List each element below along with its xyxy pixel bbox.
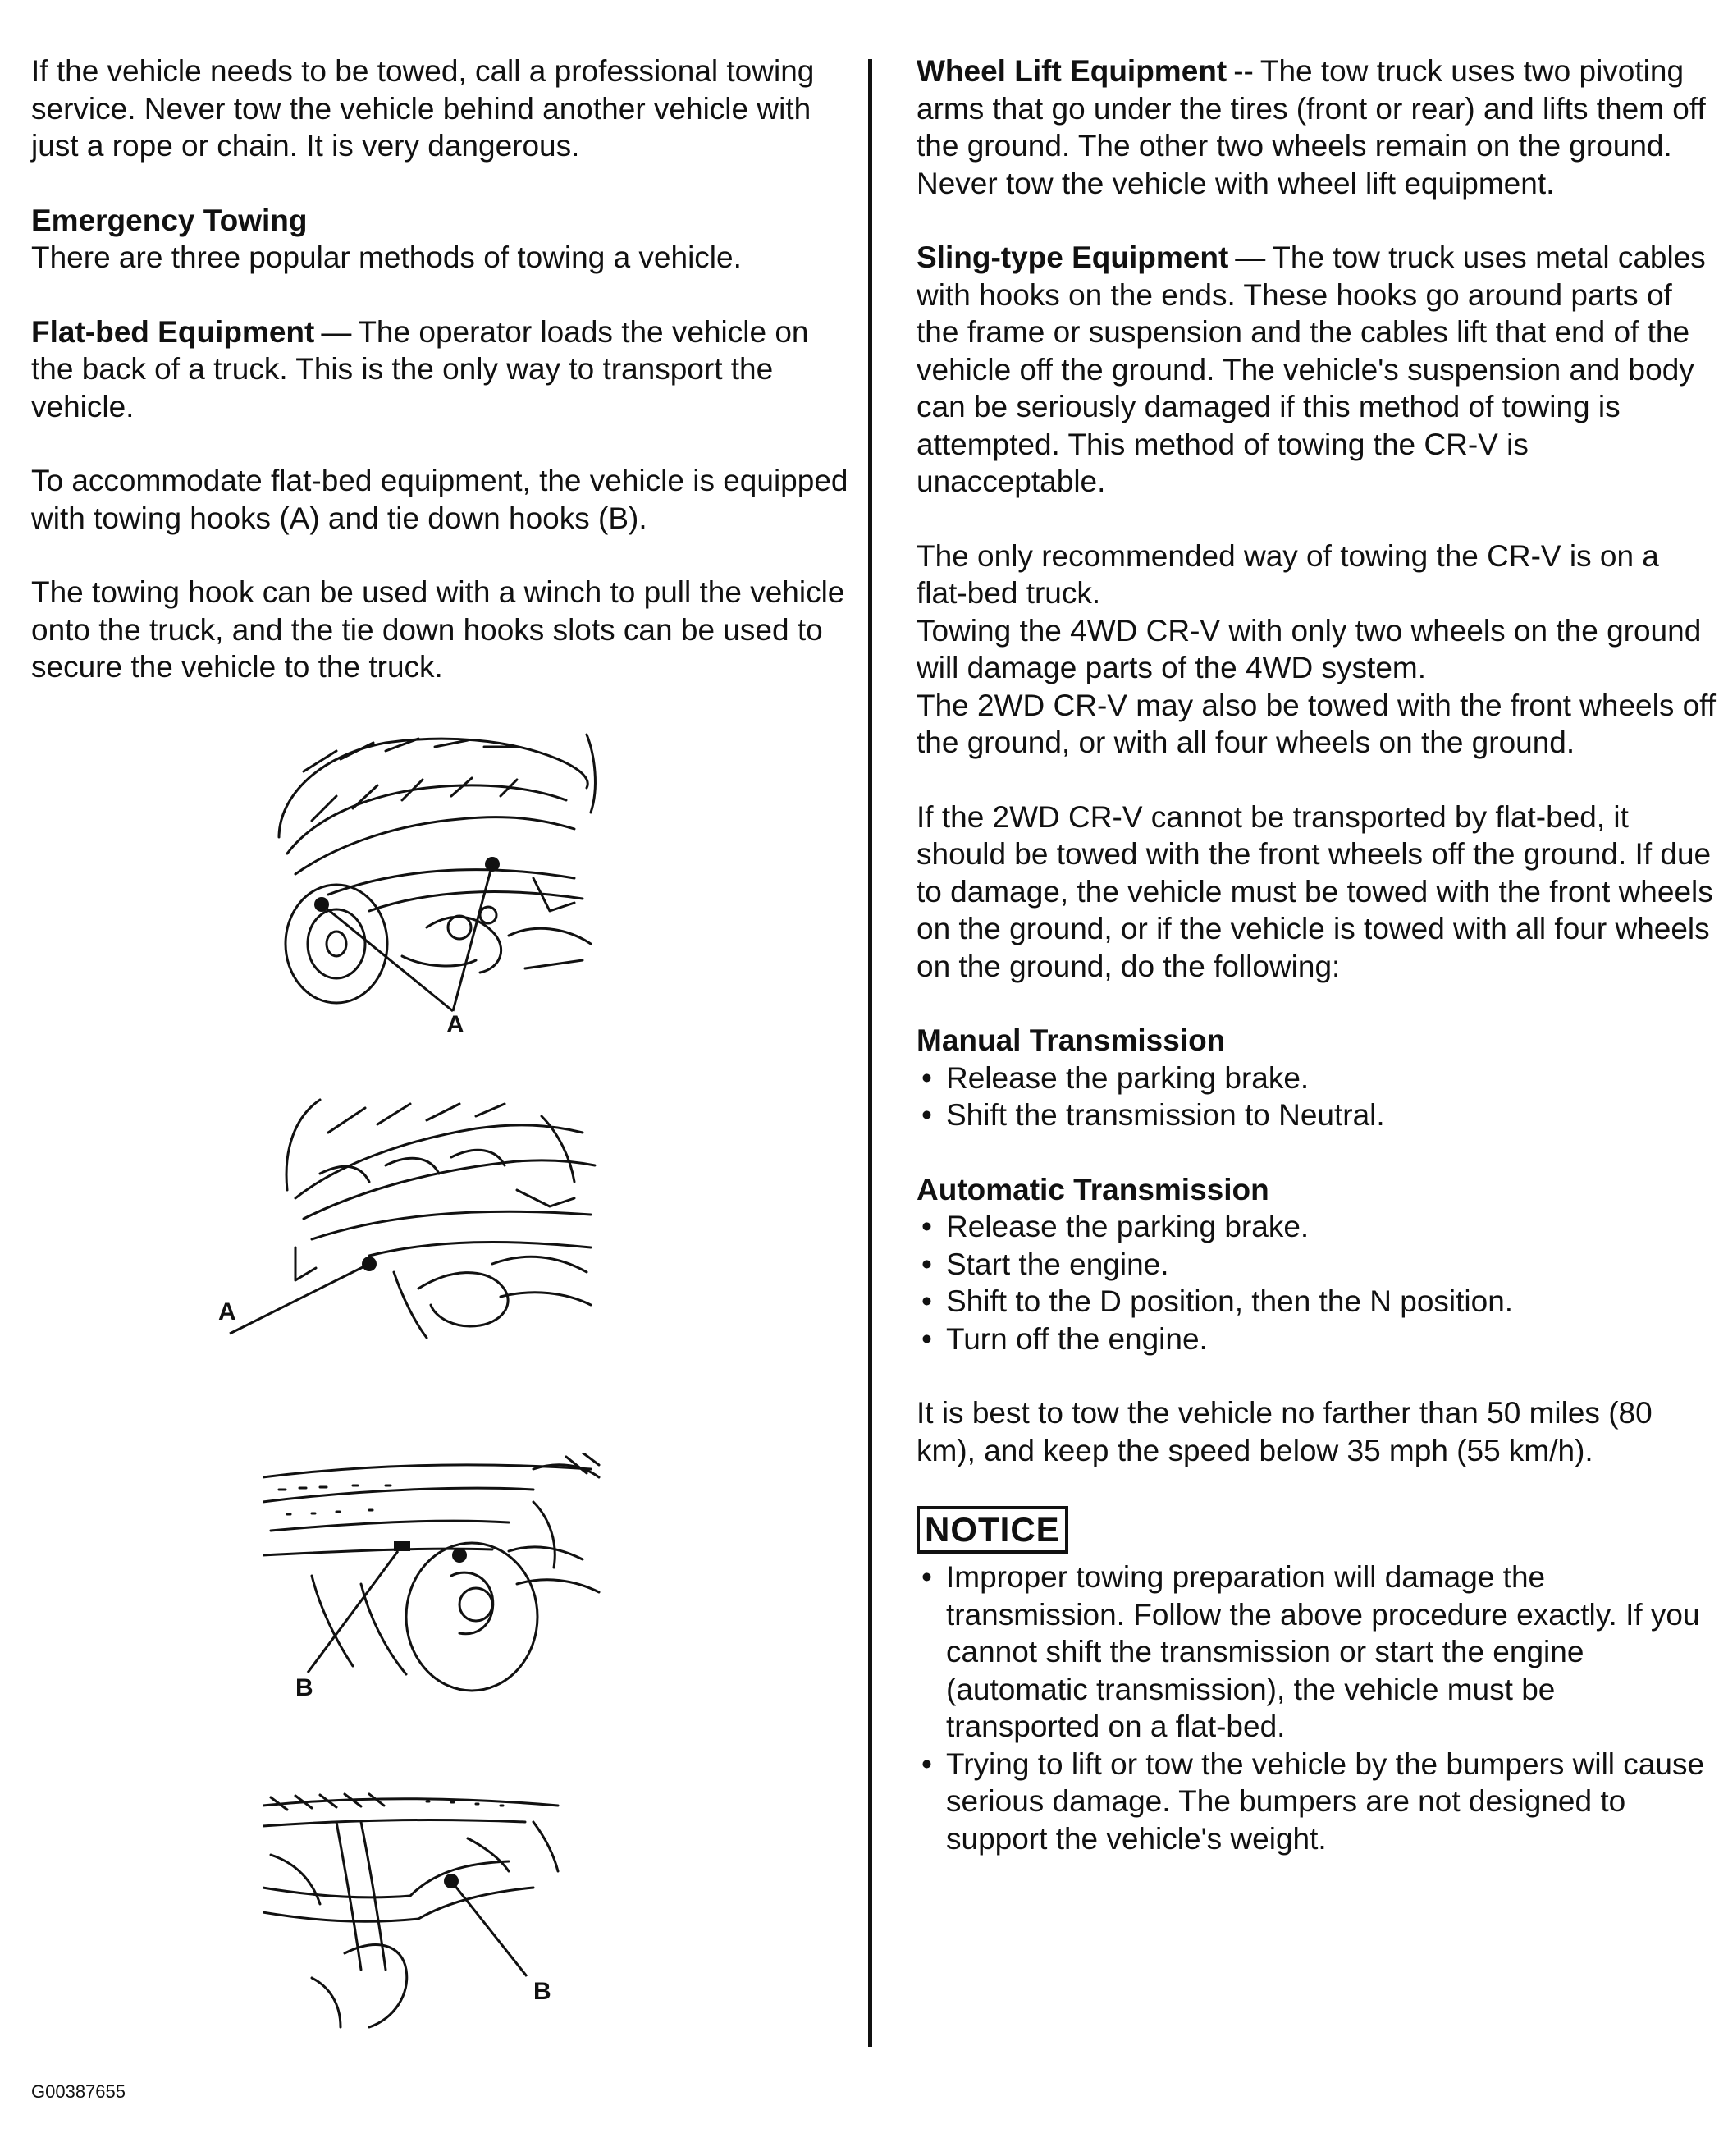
list-item: • Shift to the D position, then the N position. [917,1283,1717,1321]
front-tie-down-drawing [263,1453,607,1699]
emergency-heading: Emergency Towing [31,203,308,237]
document-id: G00387655 [31,2081,126,2102]
intro-paragraph: If the vehicle needs to be towed, call a professional towing service. Never tow the vehicle behind another vehicle with just a rope or chain. It is very dangerous. [31,54,815,163]
list-item: • Turn off the engine. [917,1321,1717,1358]
wheel-lift-label: Wheel Lift Equipment [917,54,1227,88]
figure-rear-tow-hook [205,1083,607,1346]
front-undercarriage-drawing [263,722,607,1026]
automatic-transmission-heading: Automatic Transmission [917,1172,1269,1206]
accommodate-paragraph: To accommodate flat-bed equipment, the vehicle is equipped with towing hooks (A) and tie down hooks (B). [31,464,848,535]
if-2wd-paragraph: If the 2WD CR-V cannot be transported by flat-bed, it should be towed with the front wheels off the ground. If due to damage, the vehicle must be towed with the front wheels on the ground, or if the vehicle is towed with all four wheels on the ground, do the following: [917,799,1713,983]
list-item: • Shift the transmission to Neutral. [917,1096,1717,1134]
list-item: • Release the parking brake. [917,1060,1717,1097]
flatbed-text: The operator loads the vehicle on the back of a truck. This is the only way to transport the vehicle. [31,314,809,423]
hook-paragraph: The towing hook can be used with a winch to pull the vehicle onto the truck, and the tie down hooks slots can be used to secure the vehicle to the truck. [31,575,845,684]
sling-text: The tow truck uses metal cables with hooks on the ends. These hooks go around parts of the frame or suspension and the cables lift that end of the vehicle off the ground. The vehicle's suspension and body can be seriously damaged if this method of towing is attempted. This method of towing the CR-V is unacceptable. [917,240,1706,498]
flatbed-dash: — [321,314,352,349]
right-column [917,53,1717,1894]
figure-label-a-rear: A [218,1298,236,1325]
sling-dash: — [1235,240,1266,274]
rear-undercarriage-drawing [205,1083,607,1346]
column-divider [868,59,872,2047]
recommended-line-3: The 2WD CR-V may also be towed with the front wheels off the ground, or with all four wheels on the ground. [917,688,1717,759]
automatic-steps-list [917,1208,1717,1357]
figure-front-tie-down [263,1453,607,1699]
notice-list [917,1559,1717,1857]
figure-label-b: B [295,1674,313,1701]
notice-badge: NOTICE [917,1506,1068,1554]
left-column [31,53,852,723]
list-item: • Release the parking brake. [917,1208,1717,1246]
flatbed-paragraph [31,314,852,426]
wheel-lift-paragraph [917,53,1717,202]
recommended-paragraph [917,538,1717,762]
manual-transmission-heading: Manual Transmission [917,1023,1226,1057]
wheel-lift-dash: -- [1233,54,1254,88]
emergency-text: There are three popular methods of towing a vehicle. [31,240,742,274]
figure-front-tow-hooks [263,722,607,1038]
figure-rear-tie-down [263,1789,574,2035]
manual-steps-list [917,1060,1717,1134]
list-item: • Trying to lift or tow the vehicle by the bumpers will cause serious damage. The bumpers are not designed to support the vehicle's weight. [917,1746,1717,1858]
sling-label: Sling-type Equipment [917,240,1229,274]
list-item: • Start the engine. [917,1246,1717,1284]
list-item: • Improper towing preparation will damage the transmission. Follow the above procedure exactly. If you cannot shift the transmission or start the engine (automatic transmission), the vehicle must be transported on a flat-bed. [917,1559,1717,1746]
rear-tie-down-drawing [263,1789,574,2035]
figure-label-b-rear: B [533,1978,551,2005]
sling-paragraph [917,239,1717,501]
recommended-line-2: Towing the 4WD CR-V with only two wheels on the ground will damage parts of the 4WD system. [917,613,1702,684]
recommended-line-1: The only recommended way of towing the CR-V is on a flat-bed truck. [917,538,1659,610]
figure-label-a: A [446,1011,464,1038]
flatbed-label: Flat-bed Equipment [31,314,315,349]
wheel-lift-text: The tow truck uses two pivoting arms that go under the tires (front or rear) and lifts them off the ground. The other two wheels remain on the ground. Never tow the vehicle with wheel lift equipment. [917,54,1706,200]
distance-paragraph: It is best to tow the vehicle no farther than 50 miles (80 km), and keep the speed below 35 mph (55 km/h). [917,1396,1653,1467]
